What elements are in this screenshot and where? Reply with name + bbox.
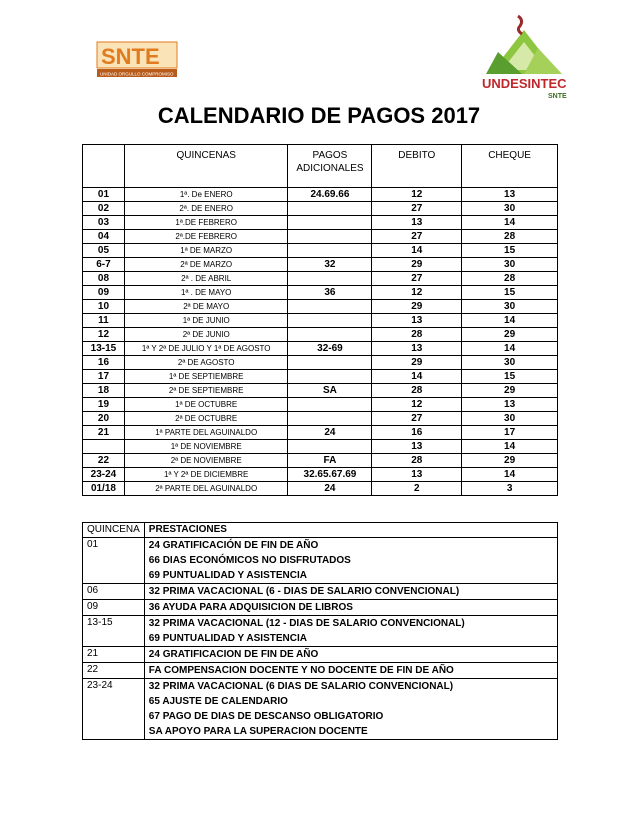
cell-quincena: 2ª.DE FEBRERO	[124, 230, 288, 244]
snte-logo-text: SNTE	[101, 44, 160, 69]
table-row	[83, 244, 558, 258]
cell-cheque: 28	[462, 272, 558, 286]
cell-quincena: 1ª.DE FEBRERO	[124, 216, 288, 230]
cell-pagos	[288, 440, 372, 454]
table-row	[83, 216, 558, 230]
cell-pagos	[288, 398, 372, 412]
cell-quincena: 2ª. DE ENERO	[124, 202, 288, 216]
cell-pagos: 32-69	[288, 342, 372, 356]
cell-quincena: 2ª . DE ABRIL	[124, 272, 288, 286]
prestacion-item: 65 AJUSTE DE CALENDARIO	[148, 696, 288, 707]
cell-pagos	[288, 370, 372, 384]
cell-pagos	[288, 230, 372, 244]
cell-debito: 13	[372, 216, 462, 230]
cell-number: 19	[83, 398, 125, 412]
cell-debito: 28	[372, 454, 462, 468]
payment-calendar-table	[82, 144, 558, 496]
cell-quincena: 2ª DE MAYO	[124, 300, 288, 314]
cell-cheque: 14	[462, 342, 558, 356]
cell-quincena: 09	[83, 600, 145, 616]
header-quincena: QUINCENA	[83, 523, 145, 538]
cell-prestaciones	[144, 538, 557, 584]
cell-debito: 2	[372, 482, 462, 496]
cell-number: 03	[83, 216, 125, 230]
cell-cheque: 29	[462, 454, 558, 468]
undesintec-logo-text: UNDESINTEC	[482, 76, 567, 91]
table-row	[83, 300, 558, 314]
cell-debito: 14	[372, 370, 462, 384]
cell-cheque: 30	[462, 202, 558, 216]
cell-cheque: 13	[462, 188, 558, 202]
cell-prestaciones	[144, 647, 557, 663]
table-row	[83, 398, 558, 412]
cell-pagos: 24	[288, 426, 372, 440]
cell-number: 22	[83, 454, 125, 468]
prestacion-item: 24 GRATIFICACIÓN DE FIN DE AÑO	[148, 540, 319, 551]
cell-cheque: 30	[462, 258, 558, 272]
prestacion-item: 32 PRIMA VACACIONAL (6 - DIAS DE SALARIO CONVENCIONAL)	[148, 586, 460, 597]
cell-quincena: 2ª DE SEPTIEMBRE	[124, 384, 288, 398]
cell-debito: 12	[372, 188, 462, 202]
cell-pagos	[288, 356, 372, 370]
cell-prestaciones	[144, 584, 557, 600]
cell-cheque: 3	[462, 482, 558, 496]
prestacion-item: SA APOYO PARA LA SUPERACION DOCENTE	[148, 726, 368, 737]
cell-pagos	[288, 272, 372, 286]
cell-debito: 28	[372, 384, 462, 398]
cell-debito: 28	[372, 328, 462, 342]
table-row	[83, 454, 558, 468]
cell-number: 04	[83, 230, 125, 244]
cell-number: 6-7	[83, 258, 125, 272]
cell-pagos	[288, 314, 372, 328]
cell-quincena: 2ª DE OCTUBRE	[124, 412, 288, 426]
cell-quincena: 01	[83, 538, 145, 584]
table-row	[83, 286, 558, 300]
cell-cheque: 15	[462, 370, 558, 384]
benefits-table	[82, 522, 558, 740]
cell-number	[83, 440, 125, 454]
cell-debito: 14	[372, 244, 462, 258]
undesintec-logo-sub: SNTE	[548, 93, 567, 100]
cell-cheque: 14	[462, 468, 558, 482]
table-row	[83, 356, 558, 370]
page-title: CALENDARIO DE PAGOS 2017	[157, 103, 481, 128]
cell-pagos: 24.69.66	[288, 188, 372, 202]
undesintec-logo	[478, 12, 570, 102]
prestacion-item: 24 GRATIFICACION DE FIN DE AÑO	[148, 649, 319, 660]
cell-pagos: 24	[288, 482, 372, 496]
cell-number: 08	[83, 272, 125, 286]
cell-cheque: 13	[462, 398, 558, 412]
cell-debito: 13	[372, 314, 462, 328]
table-row	[83, 538, 558, 584]
cell-debito: 29	[372, 356, 462, 370]
cell-debito: 27	[372, 272, 462, 286]
table-row	[83, 679, 558, 740]
prestacion-item: FA COMPENSACION DOCENTE Y NO DOCENTE DE FIN DE AÑO	[148, 665, 454, 676]
table-row	[83, 426, 558, 440]
table-header-row	[83, 523, 558, 538]
cell-cheque: 30	[462, 412, 558, 426]
prestacion-item: 69 PUNTUALIDAD Y ASISTENCIA	[148, 633, 307, 644]
cell-quincena: 2ª DE MARZO	[124, 258, 288, 272]
cell-quincena: 23-24	[83, 679, 145, 740]
prestacion-item: 32 PRIMA VACACIONAL (6 DIAS DE SALARIO CONVENCIONAL)	[148, 681, 454, 692]
cell-quincena: 1ª. De ENERO	[124, 188, 288, 202]
cell-debito: 12	[372, 398, 462, 412]
cell-quincena: 2ª PARTE DEL AGUINALDO	[124, 482, 288, 496]
cell-quincena: 2ª DE NOVIEMBRE	[124, 454, 288, 468]
header-number	[83, 145, 125, 188]
prestacion-item: 69 PUNTUALIDAD Y ASISTENCIA	[148, 570, 307, 581]
table-row	[83, 663, 558, 679]
cell-number: 02	[83, 202, 125, 216]
table-row	[83, 272, 558, 286]
cell-cheque: 30	[462, 300, 558, 314]
cell-number: 01	[83, 188, 125, 202]
table-header-row	[83, 145, 558, 188]
cell-pagos: 32.65.67.69	[288, 468, 372, 482]
cell-quincena: 1ª PARTE DEL AGUINALDO	[124, 426, 288, 440]
table-row	[83, 202, 558, 216]
table-row	[83, 342, 558, 356]
table-row	[83, 440, 558, 454]
cell-quincena: 2ª DE AGOSTO	[124, 356, 288, 370]
cell-cheque: 14	[462, 314, 558, 328]
cell-number: 01/18	[83, 482, 125, 496]
cell-pagos	[288, 328, 372, 342]
cell-pagos: 32	[288, 258, 372, 272]
cell-number: 11	[83, 314, 125, 328]
table-row	[83, 188, 558, 202]
cell-prestaciones	[144, 679, 557, 740]
table-row	[83, 412, 558, 426]
cell-pagos	[288, 216, 372, 230]
cell-number: 10	[83, 300, 125, 314]
cell-quincena: 1ª DE NOVIEMBRE	[124, 440, 288, 454]
cell-number: 09	[83, 286, 125, 300]
prestacion-item: 32 PRIMA VACACIONAL (12 - DIAS DE SALARIO CONVENCIONAL)	[148, 618, 465, 629]
cell-quincena: 06	[83, 584, 145, 600]
cell-cheque: 14	[462, 440, 558, 454]
snte-logo-sub: UNIDAD ORGULLO COMPROMISO	[100, 71, 174, 77]
cell-number: 20	[83, 412, 125, 426]
cell-debito: 27	[372, 230, 462, 244]
cell-number: 21	[83, 426, 125, 440]
table-row	[83, 314, 558, 328]
cell-quincena: 1ª DE SEPTIEMBRE	[124, 370, 288, 384]
prestacion-item: 36 AYUDA PARA ADQUISICION DE LIBROS	[148, 602, 353, 613]
cell-pagos: 36	[288, 286, 372, 300]
table-row	[83, 258, 558, 272]
cell-debito: 13	[372, 342, 462, 356]
table-row	[83, 468, 558, 482]
table-row	[83, 600, 558, 616]
cell-number: 16	[83, 356, 125, 370]
cell-number: 05	[83, 244, 125, 258]
table-row	[83, 482, 558, 496]
header-debito: DEBITO	[372, 145, 462, 188]
cell-quincena: 1ª . DE MAYO	[124, 286, 288, 300]
cell-pagos	[288, 412, 372, 426]
cell-number: 17	[83, 370, 125, 384]
cell-number: 18	[83, 384, 125, 398]
cell-quincena: 2ª DE JUNIO	[124, 328, 288, 342]
header-quincenas: QUINCENAS	[124, 145, 288, 188]
cell-debito: 16	[372, 426, 462, 440]
cell-quincena: 1ª Y 2ª DE DICIEMBRE	[124, 468, 288, 482]
cell-cheque: 14	[462, 216, 558, 230]
cell-cheque: 17	[462, 426, 558, 440]
snte-logo	[93, 38, 183, 82]
cell-prestaciones	[144, 616, 557, 647]
cell-prestaciones	[144, 600, 557, 616]
table-row	[83, 384, 558, 398]
cell-number: 23-24	[83, 468, 125, 482]
cell-quincena: 1ª DE JUNIO	[124, 314, 288, 328]
cell-debito: 27	[372, 202, 462, 216]
cell-number: 12	[83, 328, 125, 342]
cell-cheque: 29	[462, 328, 558, 342]
cell-pagos: FA	[288, 454, 372, 468]
table-row	[83, 584, 558, 600]
cell-pagos	[288, 300, 372, 314]
cell-number: 13-15	[83, 342, 125, 356]
cell-cheque: 15	[462, 244, 558, 258]
cell-cheque: 15	[462, 286, 558, 300]
cell-cheque: 29	[462, 384, 558, 398]
cell-debito: 29	[372, 258, 462, 272]
cell-quincena: 13-15	[83, 616, 145, 647]
table-row	[83, 230, 558, 244]
cell-debito: 27	[372, 412, 462, 426]
table-row	[83, 370, 558, 384]
cell-quincena: 1ª Y 2ª DE JULIO Y 1ª DE AGOSTO	[124, 342, 288, 356]
cell-pagos	[288, 244, 372, 258]
table-row	[83, 616, 558, 647]
cell-quincena: 22	[83, 663, 145, 679]
header-pagos-adicionales: PAGOS ADICIONALES	[288, 145, 372, 188]
cell-debito: 13	[372, 440, 462, 454]
cell-debito: 29	[372, 300, 462, 314]
header-cheque: CHEQUE	[462, 145, 558, 188]
cell-quincena: 1ª DE MARZO	[124, 244, 288, 258]
cell-cheque: 30	[462, 356, 558, 370]
cell-pagos	[288, 202, 372, 216]
header-prestaciones: PRESTACIONES	[144, 523, 557, 538]
table-row	[83, 647, 558, 663]
table-row	[83, 328, 558, 342]
cell-quincena: 21	[83, 647, 145, 663]
prestacion-item: 67 PAGO DE DIAS DE DESCANSO OBLIGATORIO	[148, 711, 384, 722]
cell-debito: 13	[372, 468, 462, 482]
cell-pagos: SA	[288, 384, 372, 398]
cell-debito: 12	[372, 286, 462, 300]
cell-prestaciones	[144, 663, 557, 679]
prestacion-item: 66 DIAS ECONÓMICOS NO DISFRUTADOS	[148, 555, 351, 566]
cell-cheque: 28	[462, 230, 558, 244]
cell-quincena: 1ª DE OCTUBRE	[124, 398, 288, 412]
